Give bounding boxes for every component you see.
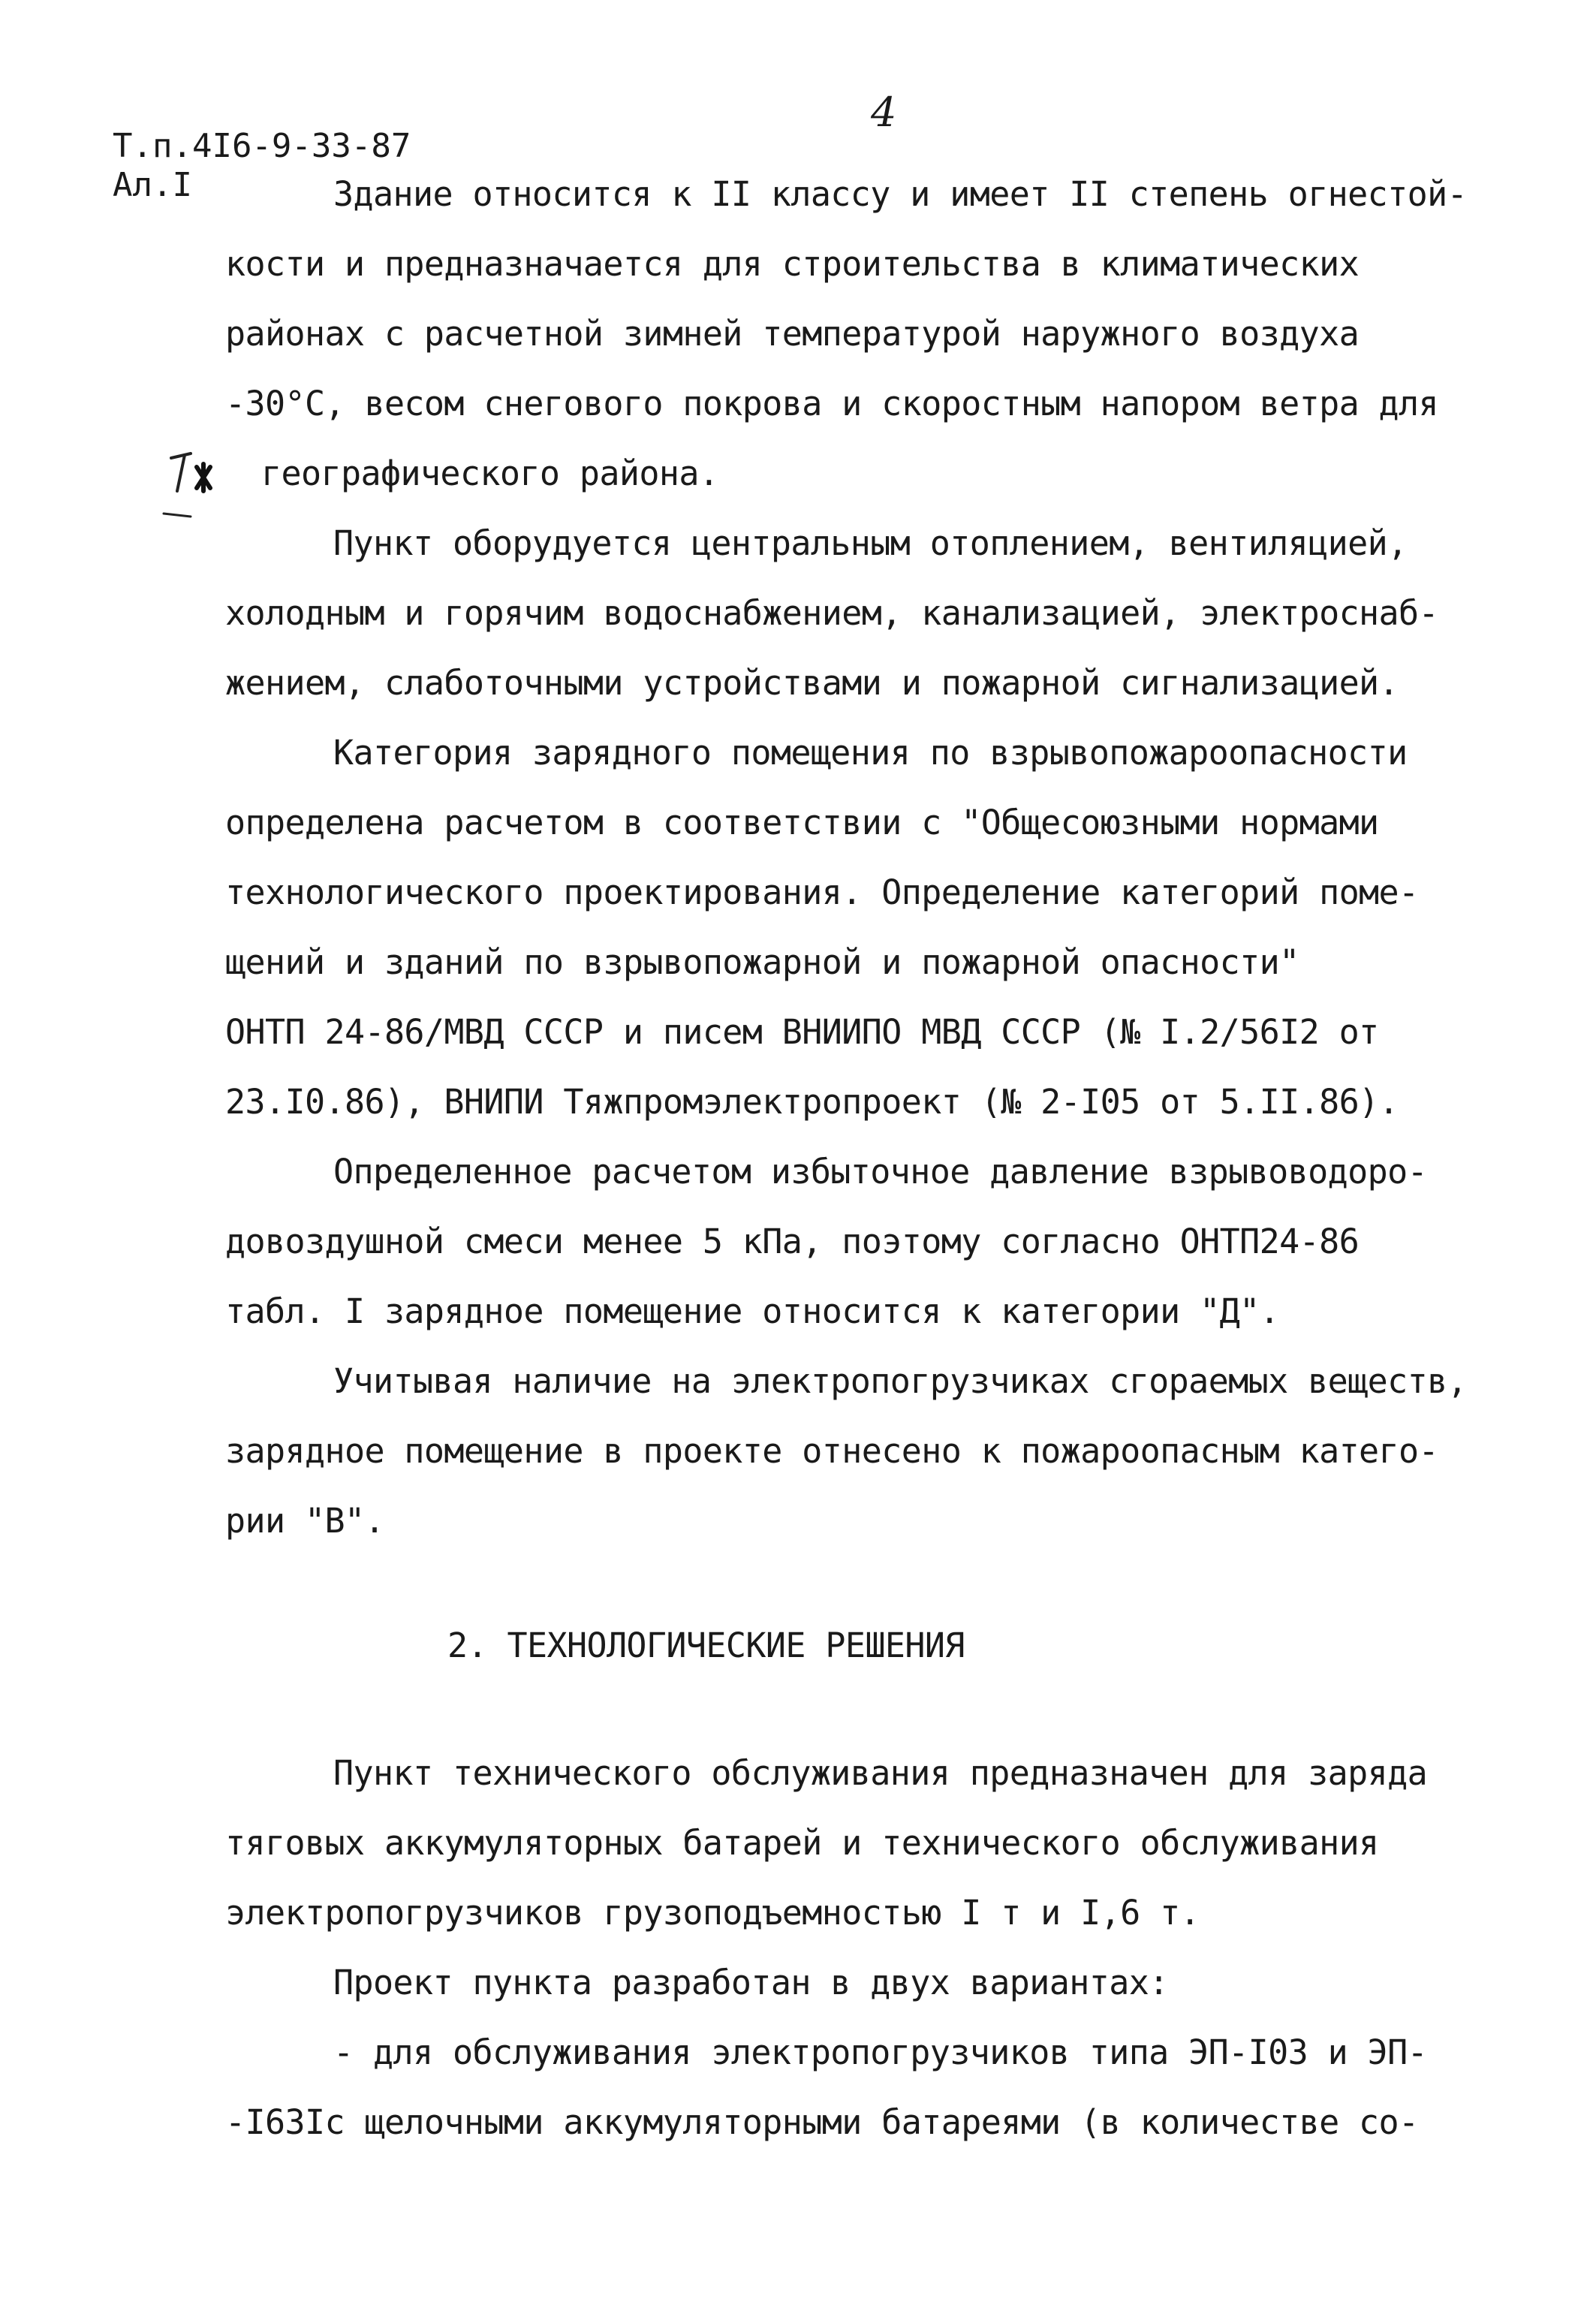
text-line: щений и зданий по взрывопожарной и пожарной опасности" — [225, 942, 1299, 982]
text-line: ОНТП 24-86/МВД СССР и писем ВНИИПО МВД СССР (№ I.2/56I2 от — [225, 1012, 1379, 1052]
text-line: кости и предназначается для строительства в климатических — [225, 244, 1360, 284]
text-line: холодным и горячим водоснабжением, канализацией, электроснаб- — [225, 593, 1439, 633]
text-line: определена расчетом в соответствии с "Общесоюзными нормами — [225, 803, 1379, 842]
text-line: довоздушной смеси менее 5 кПа, поэтому согласно ОНТП24-86 — [225, 1222, 1360, 1261]
text-line: табл. I зарядное помещение относится к категории "Д". — [225, 1291, 1280, 1331]
text-line: географического района. — [261, 453, 719, 493]
text-line: Пункт оборудуется центральным отоплением, вентиляцией, — [333, 523, 1408, 563]
text-line: электропогрузчиков грузоподъемностью I т и I,6 т. — [225, 1893, 1200, 1933]
text-line: Проект пункта разработан в двух вариантах: — [333, 1963, 1169, 2002]
document-code: Т.п.4I6-9-33-87 — [113, 127, 411, 165]
text-line: Категория зарядного помещения по взрывопожароопасности — [333, 733, 1408, 773]
text-line: тяговых аккумуляторных батарей и технического обслуживания — [225, 1823, 1379, 1863]
album-label: Ал.I — [113, 166, 192, 204]
text-line: рии "В". — [225, 1501, 384, 1541]
text-line: технологического проектирования. Определение категорий поме- — [225, 872, 1419, 912]
text-line: Здание относится к II классу и имеет II степень огнестой- — [333, 174, 1468, 214]
section-heading: 2. ТЕХНОЛОГИЧЕСКИЕ РЕШЕНИЯ — [447, 1626, 965, 1665]
page-number: 4 — [871, 89, 897, 136]
text-line: районах с расчетной зимней температурой наружного воздуха — [225, 314, 1360, 354]
text-line: -I63Iс щелочными аккумуляторными батареями (в количестве со- — [225, 2102, 1419, 2142]
text-line: жением, слаботочными устройствами и пожарной сигнализацией. — [225, 663, 1399, 703]
text-line: Учитывая наличие на электропогрузчиках сгораемых веществ, — [333, 1361, 1468, 1401]
text-line: Определенное расчетом избыточное давление взрывоводоро- — [333, 1152, 1428, 1192]
text-line: зарядное помещение в проекте отнесено к пожароопасным катего- — [225, 1431, 1439, 1471]
text-line: -30°С, весом снегового покрова и скоростным напором ветра для — [225, 384, 1439, 423]
text-line: - для обслуживания электропогрузчиков типа ЭП-I03 и ЭП- — [333, 2032, 1428, 2072]
text-line: Пункт технического обслуживания предназначен для заряда — [333, 1753, 1428, 1793]
text-line: 23.I0.86), ВНИПИ Тяжпромэлектропроект (№ 2-I05 от 5.II.86). — [225, 1082, 1399, 1122]
handwritten-correction-mark — [161, 444, 213, 527]
